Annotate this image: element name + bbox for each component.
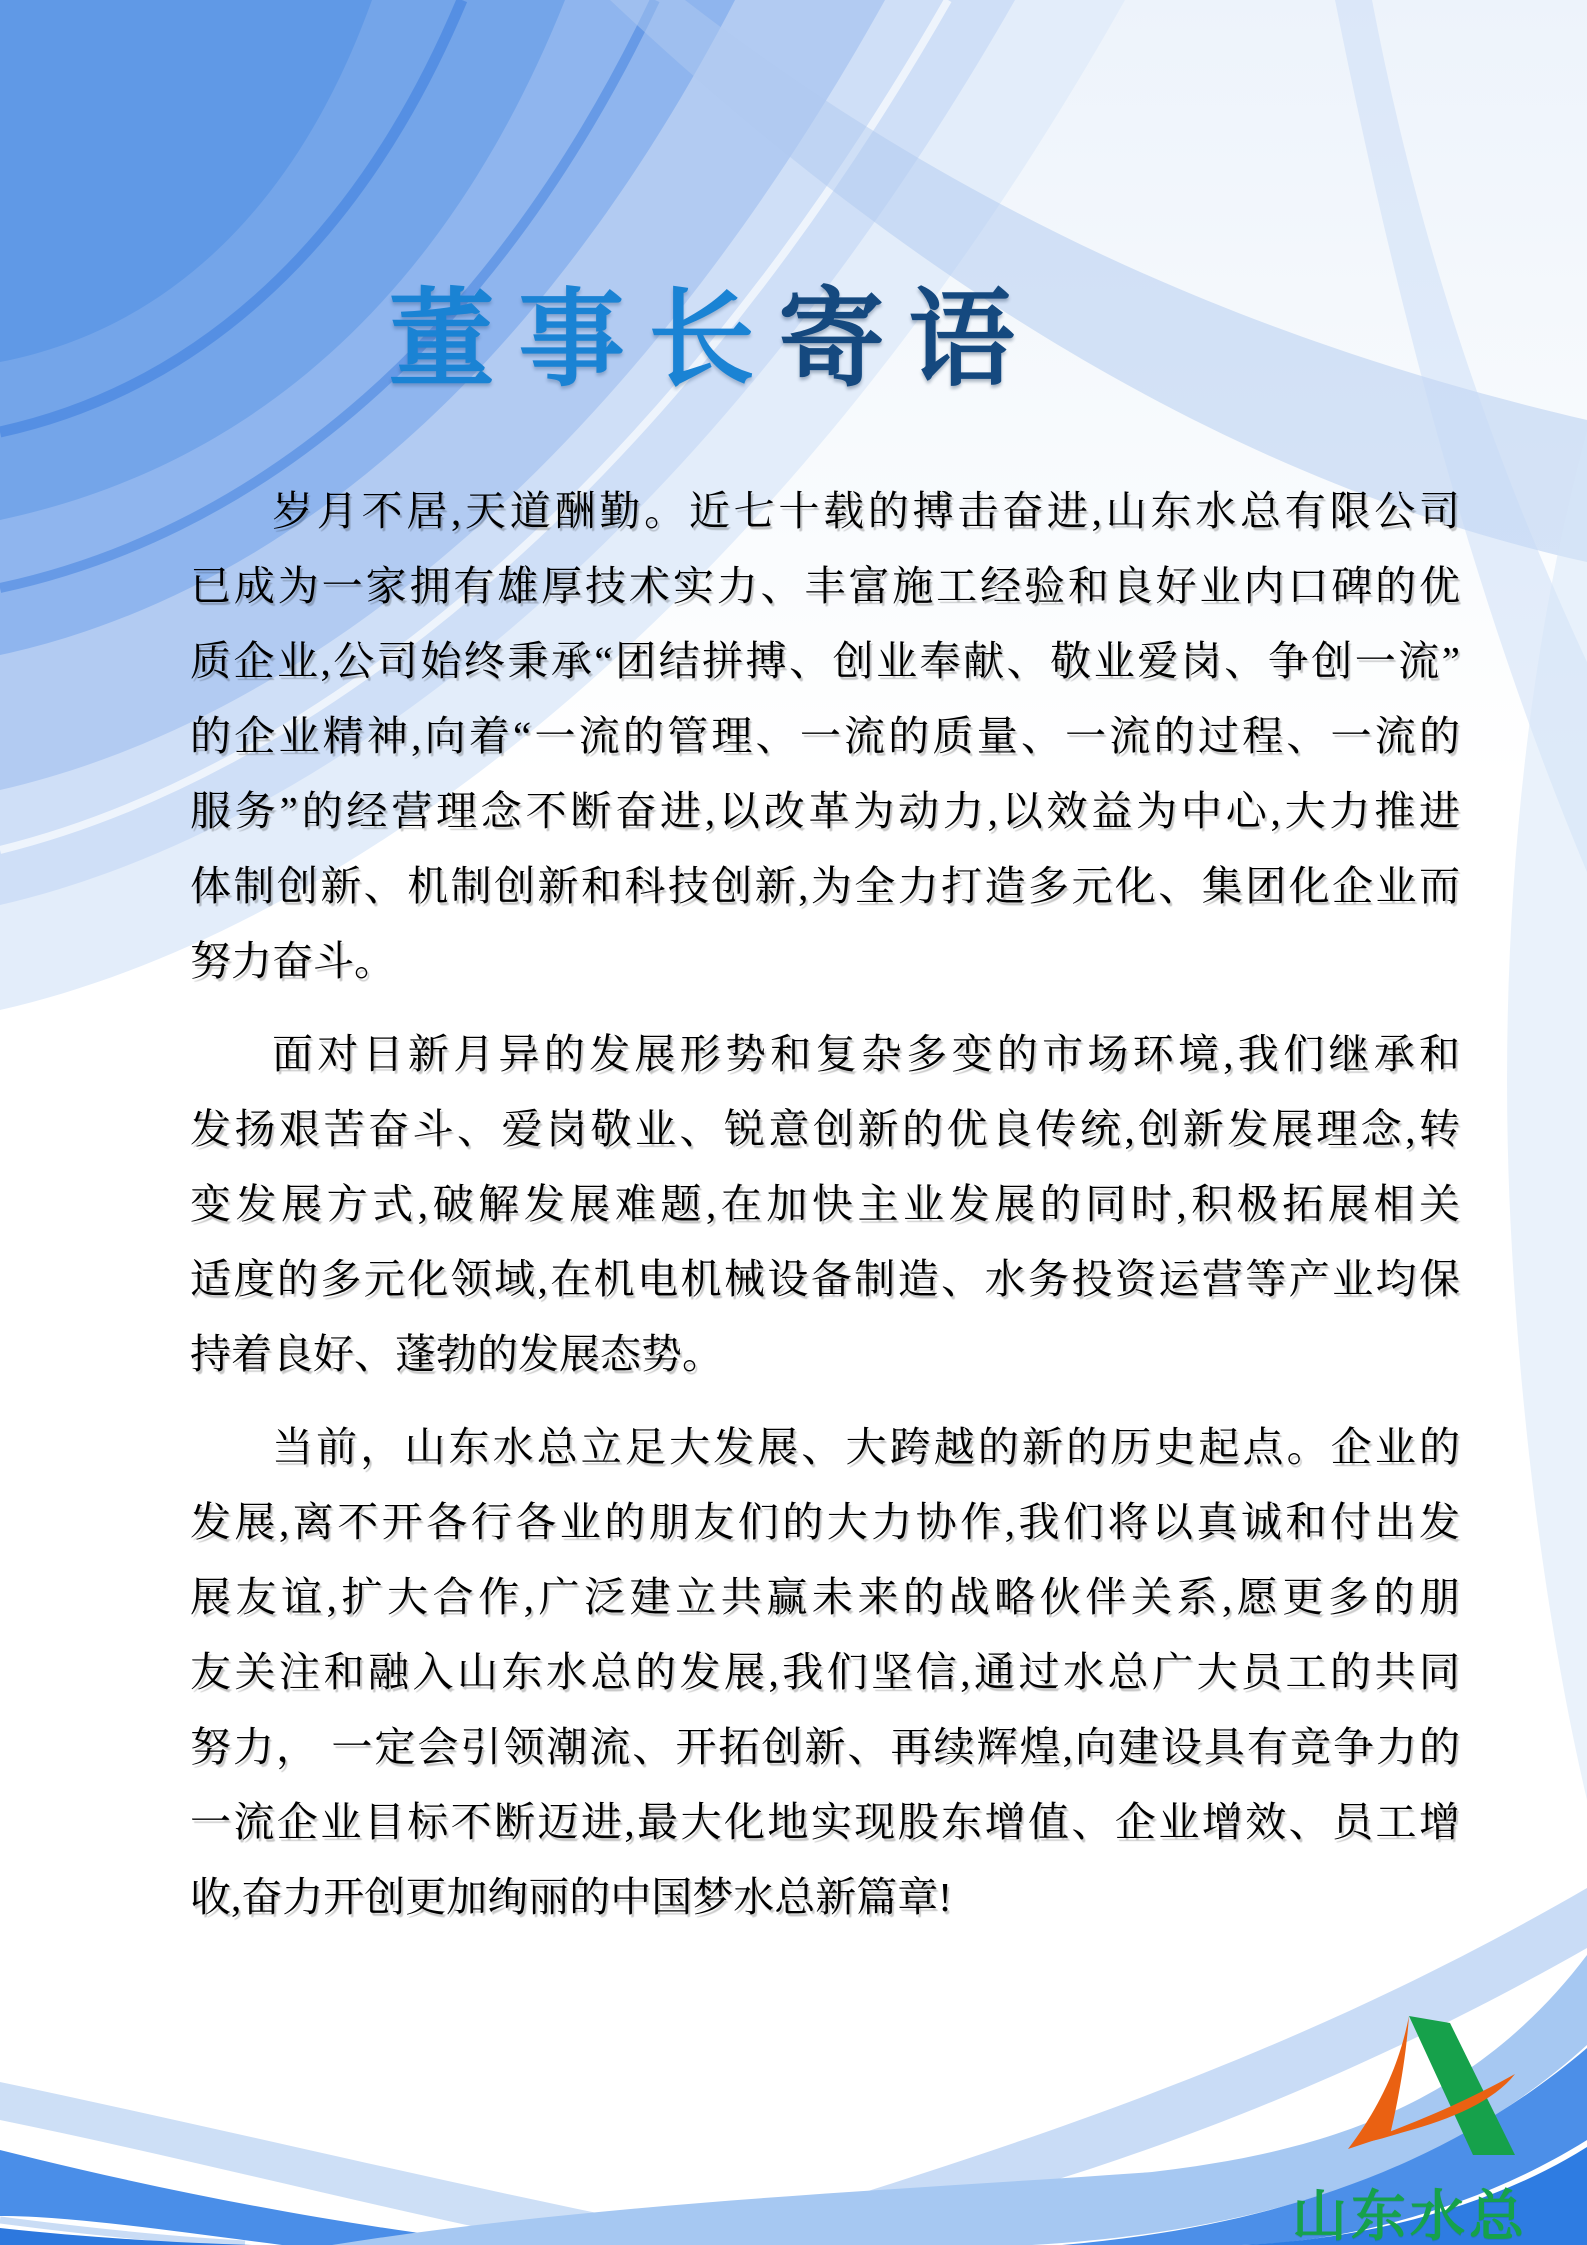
text-line: 的企业精神,向着“一流的管理、一流的质量、一流的过程、一流的 <box>190 713 1460 759</box>
logo-text: 山东水总 <box>1291 2185 1528 2245</box>
company-logo <box>1282 2002 1538 2245</box>
paragraph <box>190 1410 1460 1935</box>
text-line: 一流企业目标不断迈进,最大化地实现股东增值、企业增效、员工增 <box>190 1799 1460 1845</box>
text-line: 努力， 一定会引领潮流、开拓创新、再续辉煌,向建设具有竞争力的 <box>190 1724 1460 1770</box>
page-title-part-1: 董事长 <box>388 281 779 399</box>
logo-a-mark-icon <box>1282 2002 1538 2167</box>
text-line: 岁月不居,天道酬勤。近七十载的搏击奋进,山东水总有限公司 <box>272 488 1460 534</box>
text-line: 面对日新月异的发展形势和复杂多变的市场环境,我们继承和 <box>272 1031 1460 1077</box>
text-line: 体制创新、机制创新和科技创新,为全力打造多元化、集团化企业而 <box>190 863 1460 909</box>
page-title-part-2: 寄语 <box>778 281 1039 399</box>
text-line: 服务”的经营理念不断奋进,以改革为动力,以效益为中心,大力推进 <box>190 788 1460 834</box>
text-line: 展友谊,扩大合作,广泛建立共赢未来的战略伙伴关系,愿更多的朋 <box>190 1574 1460 1620</box>
text-line: 收,奋力开创更加绚丽的中国梦水总新篇章! <box>190 1874 952 1920</box>
text-line: 发扬艰苦奋斗、爱岗敬业、锐意创新的优良传统,创新发展理念,转 <box>190 1106 1460 1152</box>
text-line: 努力奋斗。 <box>190 938 395 984</box>
body-text <box>190 474 1460 1935</box>
text-line: 友关注和融入山东水总的发展,我们坚信,通过水总广大员工的共同 <box>190 1649 1460 1695</box>
text-line: 已成为一家拥有雄厚技术实力、丰富施工经验和良好业内口碑的优 <box>190 563 1460 609</box>
text-line: 适度的多元化领域,在机电机械设备制造、水务投资运营等产业均保 <box>190 1256 1460 1302</box>
paragraph <box>190 474 1460 999</box>
text-line: 变发展方式,破解发展难题,在加快主业发展的同时,积极拓展相关 <box>190 1181 1460 1227</box>
text-line: 当前，山东水总立足大发展、大跨越的新的历史起点。企业的 <box>272 1424 1460 1470</box>
text-line: 发展,离不开各行各业的朋友们的大力协作,我们将以真诚和付出发 <box>190 1499 1460 1545</box>
page-title <box>0 282 1507 399</box>
paragraph <box>190 1017 1460 1392</box>
text-line: 质企业,公司始终秉承“团结拼搏、创业奉献、敬业爱岗、争创一流” <box>190 638 1460 684</box>
text-line: 持着良好、蓬勃的发展态势。 <box>190 1331 723 1377</box>
